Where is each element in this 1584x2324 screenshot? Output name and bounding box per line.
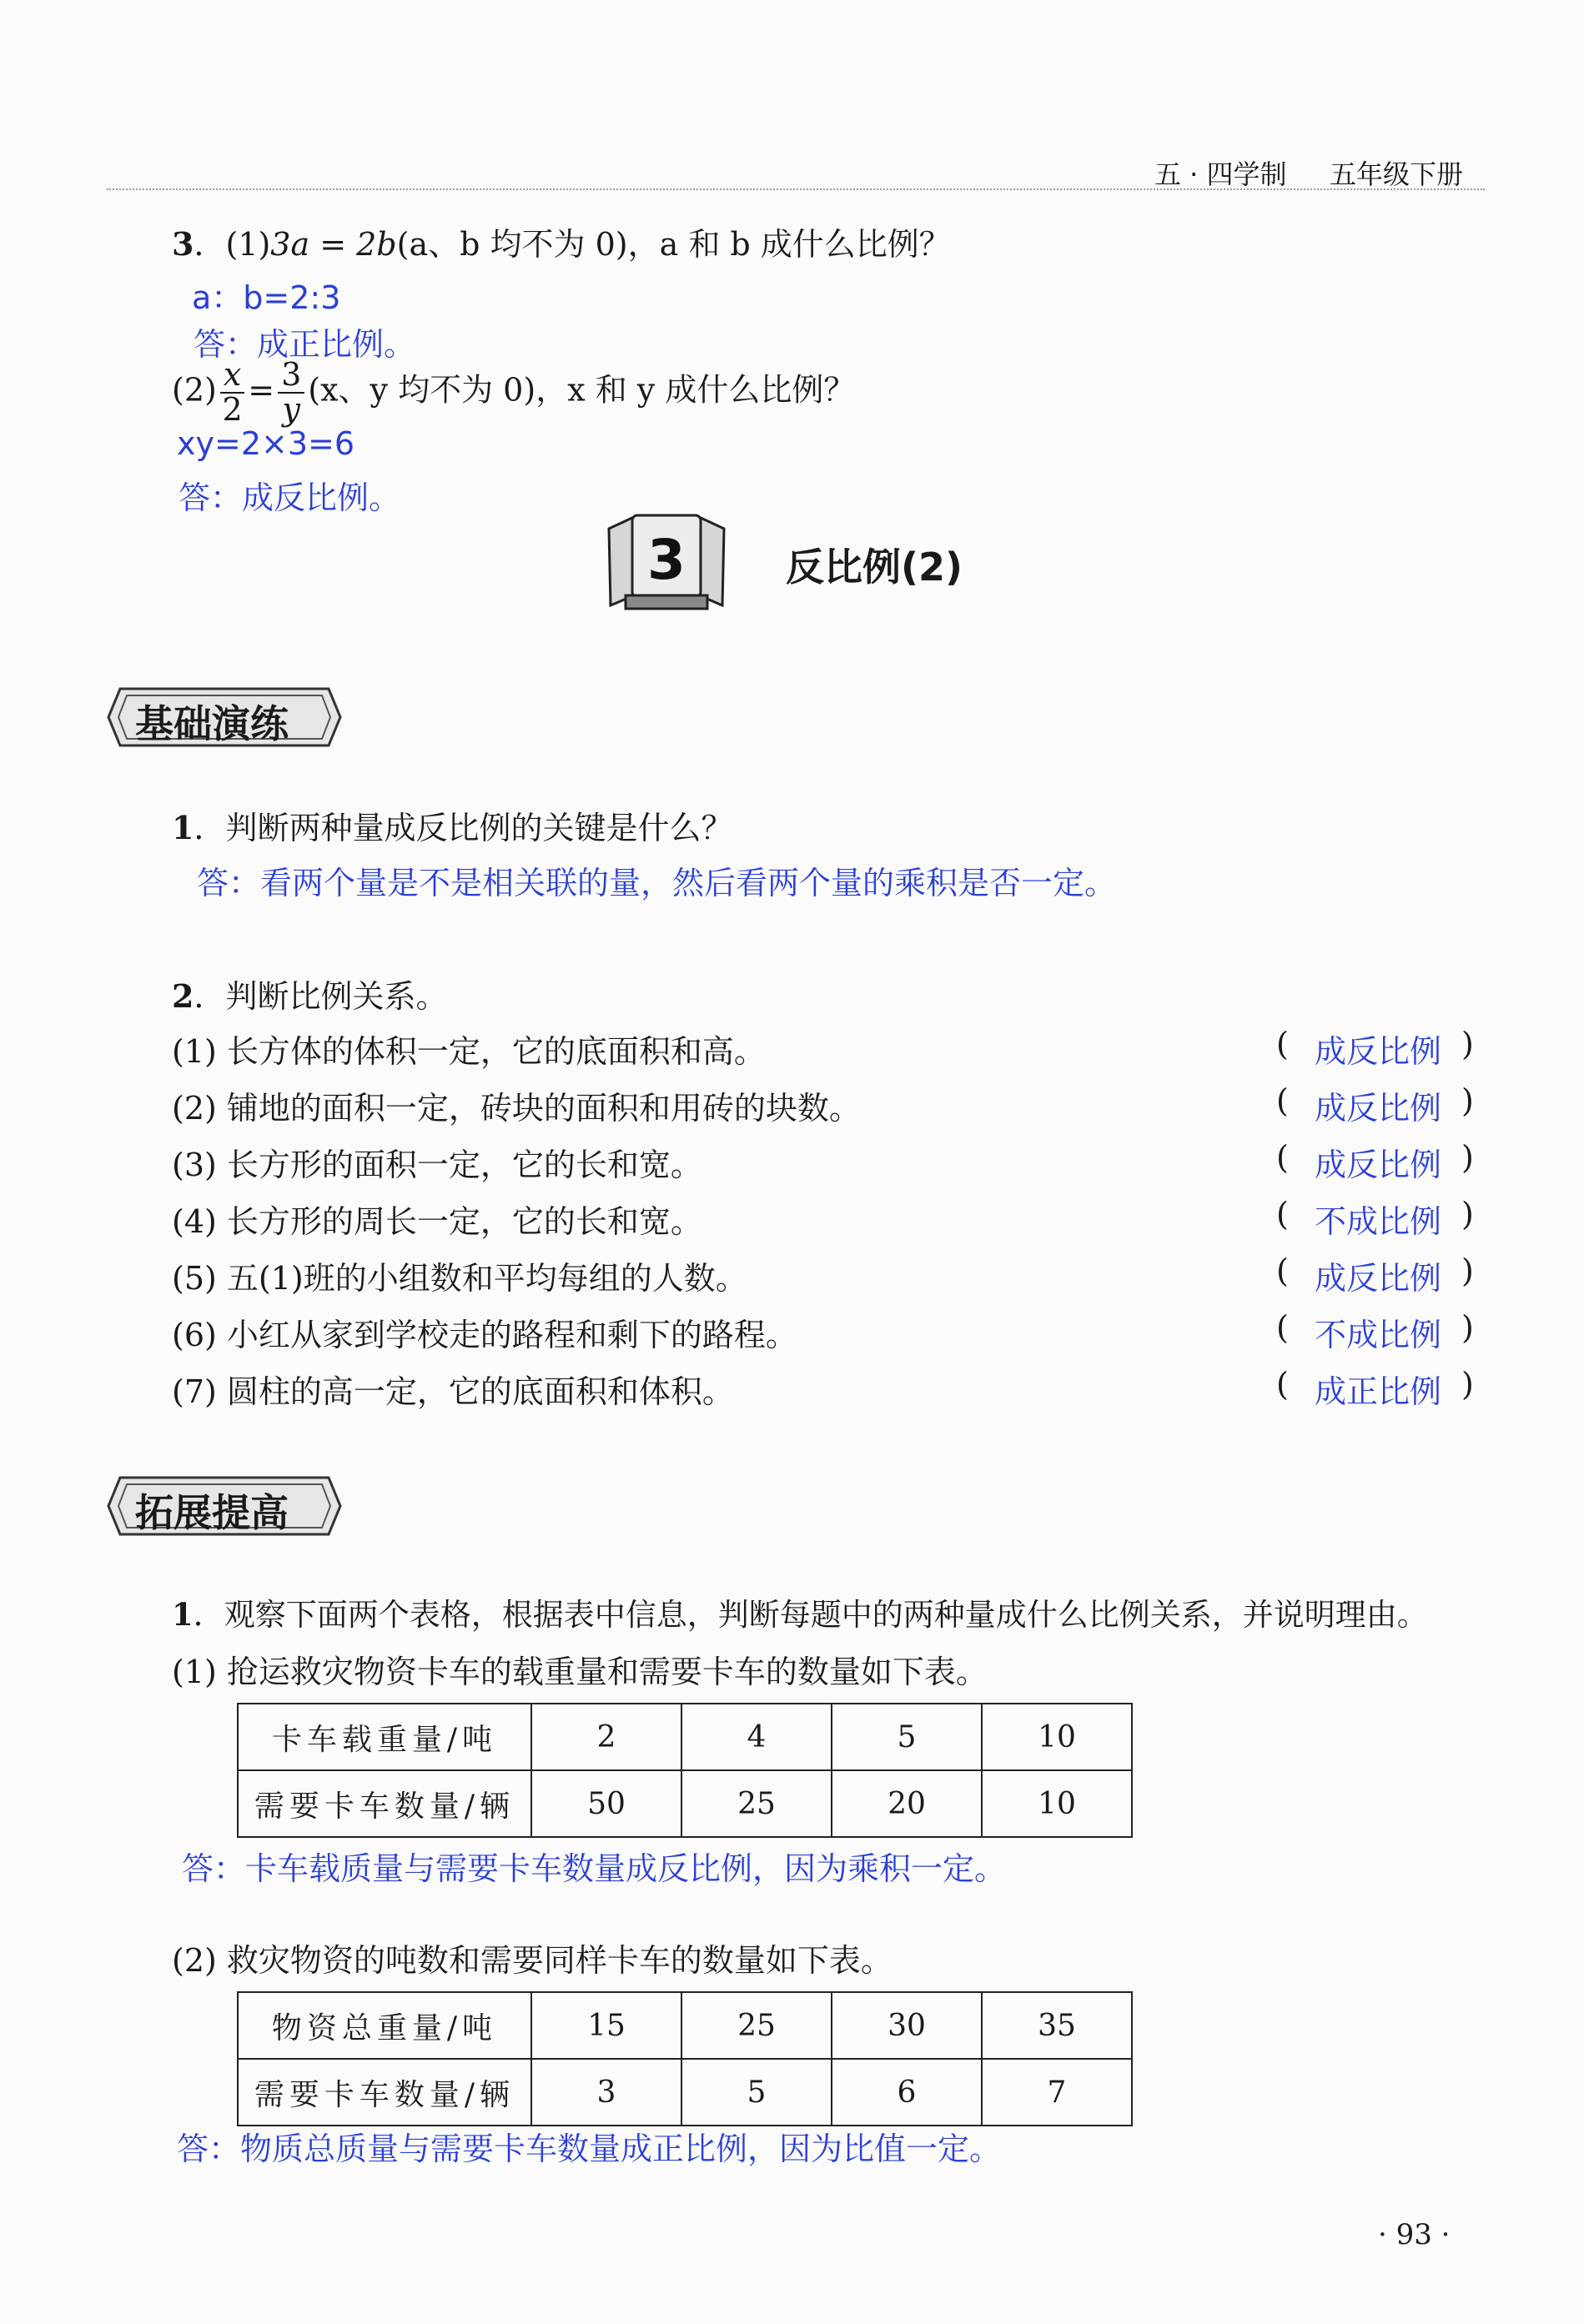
s2q1-answer-2: 答：物质总质量与需要卡车数量成正比例，因为比值一定。 <box>177 2131 1002 2167</box>
header-grade: 五年级下册 <box>1330 158 1464 190</box>
q3-part1-question: ，a 和 b 成什么比例？ <box>627 226 951 263</box>
s2q1-part1: (1) 抢运救灾物资卡车的载重量和需要卡车的数量如下表。 <box>172 1654 988 1690</box>
table-cell: 15 <box>531 1992 681 2059</box>
paren-open: ( <box>1276 1196 1289 1232</box>
table-cell: 25 <box>681 1770 832 1837</box>
s2q1-text: ．观察下面两个表格，根据表中信息，判断每题中的两种量成什么比例关系，并说明理由。 <box>193 1597 1428 1633</box>
section2-title: 拓展提高 <box>135 1490 289 1535</box>
table-row <box>238 2059 1132 2126</box>
table-row <box>238 1770 1132 1837</box>
frac2-denominator: y <box>282 390 300 428</box>
table-cell: 7 <box>982 2059 1132 2126</box>
table-row <box>238 1992 1132 2059</box>
q3-part1-formula: 3a = 2b <box>270 226 397 263</box>
s1q2-item-6: (6) 小红从家到学校走的路程和剩下的路程。 <box>172 1317 797 1353</box>
paren-close: ) <box>1461 1139 1474 1176</box>
s2q1-number: 1 <box>172 1596 194 1633</box>
s1q2-question <box>172 971 447 1016</box>
q3-part2-prefix: (2) <box>172 371 217 409</box>
s1q2-item-7: (7) 圆柱的高一定，它的底面积和体积。 <box>172 1373 734 1410</box>
paren-open: ( <box>1276 1252 1289 1289</box>
table-cell: 6 <box>832 2059 982 2126</box>
header-divider <box>107 188 1485 190</box>
table-cell: 30 <box>832 1992 982 2059</box>
s2q1-part2: (2) 救灾物资的吨数和需要同样卡车的数量如下表。 <box>172 1942 893 1979</box>
lesson-badge-icon <box>602 512 731 612</box>
s1q2-item-5: (5) 五(1)班的小组数和平均每组的人数。 <box>172 1260 747 1297</box>
table-cell-label: 物资总重量/吨 <box>238 1992 531 2059</box>
s1q2-answer-7: 成正比例 <box>1315 1373 1442 1410</box>
s1q2-answer-3: 成反比例 <box>1315 1147 1442 1183</box>
fraction-x-over-2 <box>220 356 244 428</box>
table-cell-label: 需要卡车数量/辆 <box>238 2059 531 2126</box>
q3-answer-1: 答：成正比例。 <box>194 326 416 363</box>
table-cell: 35 <box>982 1992 1132 2059</box>
s1q2-item-2: (2) 铺地的面积一定，砖块的面积和用砖的块数。 <box>172 1090 861 1127</box>
frac1-numerator: x <box>220 359 244 394</box>
table-cell-label: 卡车载重量/吨 <box>238 1704 531 1770</box>
paren-open: ( <box>1276 1366 1289 1403</box>
q3-answer-product: xy=2×3=6 <box>177 425 355 462</box>
table-row <box>238 1704 1132 1770</box>
table-cell: 5 <box>681 2059 832 2126</box>
table-cell: 2 <box>531 1704 681 1770</box>
q3-answer-ratio: a：b=2:3 <box>192 279 341 316</box>
s1q2-item-3: (3) 长方形的面积一定，它的长和宽。 <box>172 1147 702 1183</box>
paren-open: ( <box>1276 1139 1289 1176</box>
s1q1-answer: 答：看两个量是不是相关联的量，然后看两个量的乘积是否一定。 <box>197 865 1117 901</box>
paren-close: ) <box>1461 1196 1474 1232</box>
table-cell: 50 <box>531 1770 681 1837</box>
q3-number: 3 <box>172 225 194 263</box>
table-cell: 5 <box>832 1704 982 1770</box>
section1-title: 基础演练 <box>135 701 289 746</box>
paren-close: ) <box>1461 1309 1474 1346</box>
q3-part1-prefix: ．(1) <box>194 226 271 263</box>
table-cell-label: 需要卡车数量/辆 <box>238 1770 531 1837</box>
equals-sign: = <box>248 371 275 409</box>
s1q2-answer-2: 成反比例 <box>1315 1090 1442 1127</box>
q3-part1-condition: (a、b 均不为 0) <box>396 226 628 263</box>
table-truck-load <box>237 1703 1133 1838</box>
page-number: · 93 · <box>1378 2218 1451 2251</box>
q3-answer-2: 答：成反比例。 <box>179 479 401 516</box>
s1q2-item-1: (1) 长方体的体积一定，它的底面积和高。 <box>172 1033 766 1070</box>
s1q2-answer-1: 成反比例 <box>1315 1033 1442 1070</box>
table-cell: 10 <box>982 1704 1132 1770</box>
q3-part1 <box>172 218 951 264</box>
s1q2-number: 2 <box>172 977 194 1015</box>
s1q2-answer-6: 不成比例 <box>1315 1317 1442 1353</box>
table-cell: 20 <box>832 1770 982 1837</box>
s1q1-question <box>172 802 732 848</box>
table-cell: 25 <box>681 1992 832 2059</box>
s1q2-answer-4: 不成比例 <box>1315 1203 1442 1240</box>
q3-part2 <box>172 356 856 428</box>
q3-part2-condition: (x、y 均不为 0) <box>308 371 536 409</box>
s1q2-answer-5: 成反比例 <box>1315 1260 1442 1297</box>
lesson-title: 反比例(2) <box>786 545 963 590</box>
s1q1-number: 1 <box>172 809 194 846</box>
frac1-denominator: 2 <box>222 390 243 428</box>
s1q1-text: ．判断两种量成反比例的关键是什么？ <box>194 810 733 846</box>
s1q2-item-4: (4) 长方形的周长一定，它的长和宽。 <box>172 1203 702 1240</box>
q3-part2-question: ，x 和 y 成什么比例？ <box>536 371 856 409</box>
paren-open: ( <box>1276 1309 1289 1346</box>
paren-close: ) <box>1461 1026 1474 1062</box>
badge-number: 3 <box>647 528 686 592</box>
s2q1-answer-1: 答：卡车载质量与需要卡车数量成反比例，因为乘积一定。 <box>182 1850 1007 1887</box>
paren-close: ) <box>1461 1252 1474 1289</box>
paren-open: ( <box>1276 1026 1289 1062</box>
table-cell: 4 <box>681 1704 832 1770</box>
paren-close: ) <box>1461 1082 1474 1119</box>
frac2-numerator: 3 <box>278 359 304 394</box>
table-cell: 3 <box>531 2059 681 2126</box>
paren-close: ) <box>1461 1366 1474 1403</box>
table-cell: 10 <box>982 1770 1132 1837</box>
s2q1-question <box>172 1589 1428 1634</box>
s1q2-text: ．判断比例关系。 <box>194 978 448 1015</box>
fraction-3-over-y <box>278 356 304 428</box>
paren-open: ( <box>1276 1082 1289 1119</box>
header-series: 五 · 四学制 <box>1154 158 1287 190</box>
table-cargo-weight <box>237 1991 1133 2126</box>
